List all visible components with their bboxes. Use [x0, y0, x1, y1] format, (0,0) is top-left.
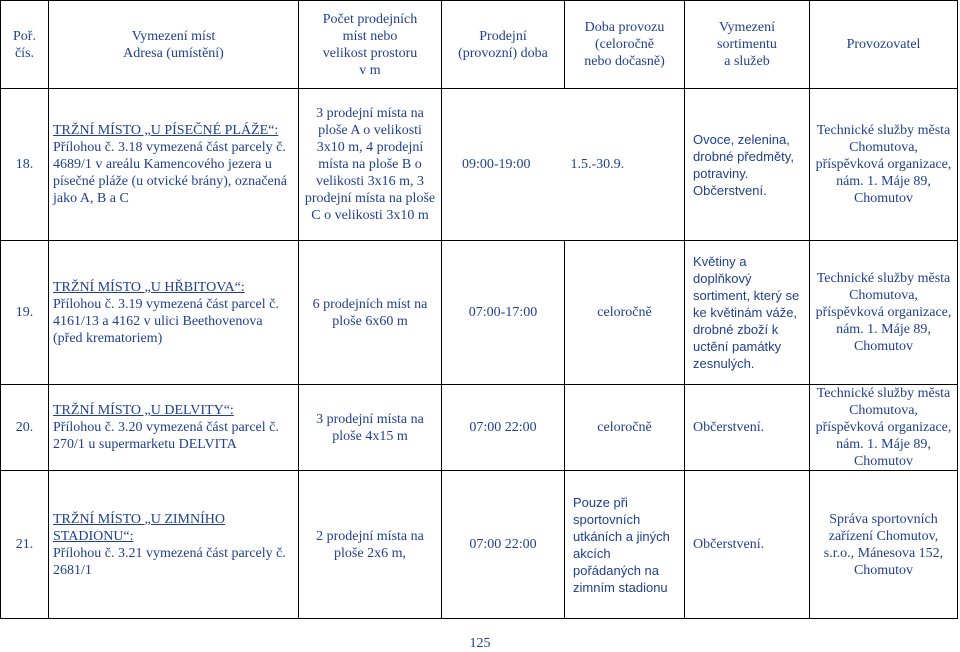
row-number: 19. — [1, 241, 49, 385]
place-title: TRŽNÍ MÍSTO „U ZIMNÍHO STADIONU“: — [53, 511, 225, 544]
count-cell: 3 prodejní místa na ploše A o velikosti 3x10 m, 4 prodejní místa na ploše B o velikosti 3x16 m, 3 prodejní místa na ploše C o velikosti 3x10 m — [299, 89, 442, 241]
place-cell — [49, 89, 299, 241]
place-title: TRŽNÍ MÍSTO „U HŘBITOVA“: — [53, 279, 245, 295]
place-cell — [49, 385, 299, 471]
operator-cell: Technické služby města Chomutova, příspěvková organizace, nám. 1. Máje 89, Chomutov — [810, 89, 958, 241]
assortment-cell: Občerstvení. — [685, 471, 810, 619]
hours-cell: 07:00-17:00 — [442, 241, 565, 385]
page-number: 125 — [469, 636, 491, 651]
place-title: TRŽNÍ MÍSTO „U PÍSEČNÉ PLÁŽE“: — [53, 123, 279, 138]
operator-cell: Správa sportovních zařízení Chomutov, s.r.o., Mánesova 152, Chomutov — [810, 471, 958, 619]
hours-period-cell — [442, 89, 685, 241]
count-cell: 3 prodejní místa na ploše 4x15 m — [299, 385, 442, 471]
place-description: Přílohou č. 3.19 vymezená část parcel č. 4161/13 a 4162 v ulici Beethovenova (před krematoriem) — [53, 296, 279, 346]
header-assortment: Vymezení sortimentu a služeb — [685, 1, 810, 89]
row-number: 21. — [1, 471, 49, 619]
place-title: TRŽNÍ MÍSTO „U DELVITY“: — [53, 403, 234, 418]
place-cell — [49, 241, 299, 385]
period: 1.5.-30.9. — [570, 157, 625, 172]
assortment-cell: Občerstvení. — [685, 385, 810, 471]
header-count: Počet prodejních míst nebo velikost prostoru v m — [299, 1, 442, 89]
table-row — [1, 471, 958, 619]
place-cell — [49, 471, 299, 619]
place-description: Přílohou č. 3.18 vymezená část parcely č. 4689/1 v areálu Kamencového jezera u písečné pláže (u otvické brány), označená jako A, B a C — [53, 140, 287, 206]
place-description: Přílohou č. 3.21 vymezená část parcely č. 2681/1 — [53, 545, 286, 578]
operator-cell: Technické služby města Chomutova, příspěvková organizace, nám. 1. Máje 89, Chomutov — [810, 385, 958, 471]
period-cell: celoročně — [565, 241, 685, 385]
hours-cell: 07:00 22:00 — [442, 471, 565, 619]
table-row — [1, 89, 958, 241]
row-number: 18. — [1, 89, 49, 241]
hours-cell: 07:00 22:00 — [442, 385, 565, 471]
table-row — [1, 241, 958, 385]
header-hours: Prodejní (provozní) doba — [442, 1, 565, 89]
header-operator: Provozovatel — [810, 1, 958, 89]
period-cell: Pouze při sportovních utkáních a jiných akcích pořádaných na zimním stadionu — [565, 471, 685, 619]
header-place: Vymezení míst Adresa (umístění) — [49, 1, 299, 89]
assortment-cell: Ovoce, zelenina, drobné předměty, potraviny. Občerstvení. — [685, 89, 810, 241]
table-header-row — [1, 1, 958, 89]
hours: 09:00-19:00 — [462, 157, 531, 172]
count-cell: 6 prodejních míst na ploše 6x60 m — [299, 241, 442, 385]
count-cell: 2 prodejní místa na ploše 2x6 m, — [299, 471, 442, 619]
place-description: Přílohou č. 3.20 vymezená část parcel č. 270/1 u supermarketu DELVITA — [53, 420, 279, 452]
header-period: Doba provozu (celoročně nebo dočasně) — [565, 1, 685, 89]
period-cell: celoročně — [565, 385, 685, 471]
assortment-cell: Květiny a doplňkový sortiment, který se ke květinám váže, drobné zboží k uctění památky zesnulých. — [685, 241, 810, 385]
operator-cell: Technické služby města Chomutova, příspěvková organizace, nám. 1. Máje 89, Chomutov — [810, 241, 958, 385]
table-row — [1, 385, 958, 471]
header-number: Poř. čís. — [1, 1, 49, 89]
row-number: 20. — [1, 385, 49, 471]
